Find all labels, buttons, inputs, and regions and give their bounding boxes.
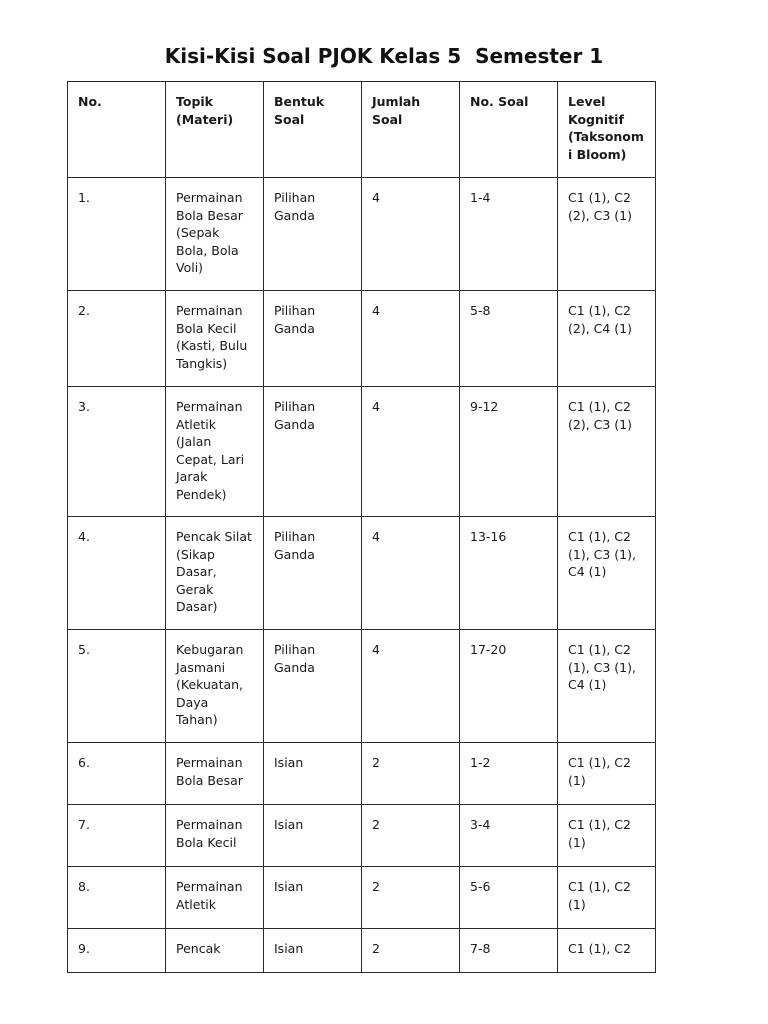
cell-level-kognitif: C1 (1), C2 (1), C3 (1), C4 (1) <box>558 630 656 743</box>
cell-level-kognitif: C1 (1), C2 (1), C3 (1), C4 (1) <box>558 517 656 630</box>
table-row <box>68 291 656 387</box>
cell-topik: Permainan Bola Kecil (Kasti, Bulu Tangkis) <box>166 291 264 387</box>
cell-no-soal: 3-4 <box>460 805 558 867</box>
cell-no-soal: 1-2 <box>460 743 558 805</box>
cell-jumlah-soal: 2 <box>362 929 460 973</box>
cell-no: 7. <box>68 805 166 867</box>
cell-no: 6. <box>68 743 166 805</box>
grid-table <box>67 81 656 973</box>
cell-jumlah-soal: 4 <box>362 517 460 630</box>
header-jumlah-soal: Jumlah Soal <box>362 82 460 178</box>
cell-jumlah-soal: 2 <box>362 743 460 805</box>
table-row <box>68 517 656 630</box>
cell-level-kognitif: C1 (1), C2 (2), C4 (1) <box>558 291 656 387</box>
cell-level-kognitif: C1 (1), C2 (2), C3 (1) <box>558 178 656 291</box>
cell-bentuk-soal: Isian <box>264 805 362 867</box>
cell-bentuk-soal: Pilihan Ganda <box>264 517 362 630</box>
cell-level-kognitif: C1 (1), C2 (1) <box>558 805 656 867</box>
header-topik: Topik (Materi) <box>166 82 264 178</box>
cell-jumlah-soal: 4 <box>362 178 460 291</box>
cell-topik: Permainan Atletik (Jalan Cepat, Lari Jarak Pendek) <box>166 387 264 517</box>
table-row <box>68 387 656 517</box>
cell-topik: Permainan Bola Besar (Sepak Bola, Bola Voli) <box>166 178 264 291</box>
table-row <box>68 743 656 805</box>
cell-bentuk-soal: Isian <box>264 743 362 805</box>
table-row <box>68 178 656 291</box>
cell-level-kognitif: C1 (1), C2 <box>558 929 656 973</box>
cell-no: 2. <box>68 291 166 387</box>
cell-no-soal: 5-6 <box>460 867 558 929</box>
cell-bentuk-soal: Pilihan Ganda <box>264 387 362 517</box>
cell-no-soal: 13-16 <box>460 517 558 630</box>
header-no: No. <box>68 82 166 178</box>
cell-jumlah-soal: 2 <box>362 867 460 929</box>
cell-jumlah-soal: 4 <box>362 291 460 387</box>
cell-no: 8. <box>68 867 166 929</box>
cell-topik: Permainan Bola Kecil <box>166 805 264 867</box>
header-bentuk-soal: Bentuk Soal <box>264 82 362 178</box>
cell-no: 9. <box>68 929 166 973</box>
table-row <box>68 867 656 929</box>
table-row <box>68 929 656 973</box>
table-header-row <box>68 82 656 178</box>
header-no-soal: No. Soal <box>460 82 558 178</box>
cell-topik: Permainan Bola Besar <box>166 743 264 805</box>
cell-bentuk-soal: Pilihan Ganda <box>264 178 362 291</box>
cell-level-kognitif: C1 (1), C2 (2), C3 (1) <box>558 387 656 517</box>
cell-no: 4. <box>68 517 166 630</box>
header-level-kognitif: Level Kognitif (Taksonomi Bloom) <box>558 82 656 178</box>
cell-no-soal: 7-8 <box>460 929 558 973</box>
cell-no-soal: 17-20 <box>460 630 558 743</box>
cell-topik: Kebugaran Jasmani (Kekuatan, Daya Tahan) <box>166 630 264 743</box>
cell-no-soal: 9-12 <box>460 387 558 517</box>
page-title: Kisi-Kisi Soal PJOK Kelas 5 Semester 1 <box>164 44 604 68</box>
cell-bentuk-soal: Isian <box>264 929 362 973</box>
cell-jumlah-soal: 4 <box>362 630 460 743</box>
cell-jumlah-soal: 2 <box>362 805 460 867</box>
cell-jumlah-soal: 4 <box>362 387 460 517</box>
table-row <box>68 630 656 743</box>
cell-no: 3. <box>68 387 166 517</box>
cell-bentuk-soal: Pilihan Ganda <box>264 630 362 743</box>
cell-level-kognitif: C1 (1), C2 (1) <box>558 743 656 805</box>
cell-bentuk-soal: Pilihan Ganda <box>264 291 362 387</box>
cell-bentuk-soal: Isian <box>264 867 362 929</box>
table-row <box>68 805 656 867</box>
cell-level-kognitif: C1 (1), C2 (1) <box>558 867 656 929</box>
cell-no: 1. <box>68 178 166 291</box>
cell-no-soal: 5-8 <box>460 291 558 387</box>
cell-topik: Pencak <box>166 929 264 973</box>
cell-topik: Pencak Silat (Sikap Dasar, Gerak Dasar) <box>166 517 264 630</box>
cell-topik: Permainan Atletik <box>166 867 264 929</box>
cell-no: 5. <box>68 630 166 743</box>
cell-no-soal: 1-4 <box>460 178 558 291</box>
